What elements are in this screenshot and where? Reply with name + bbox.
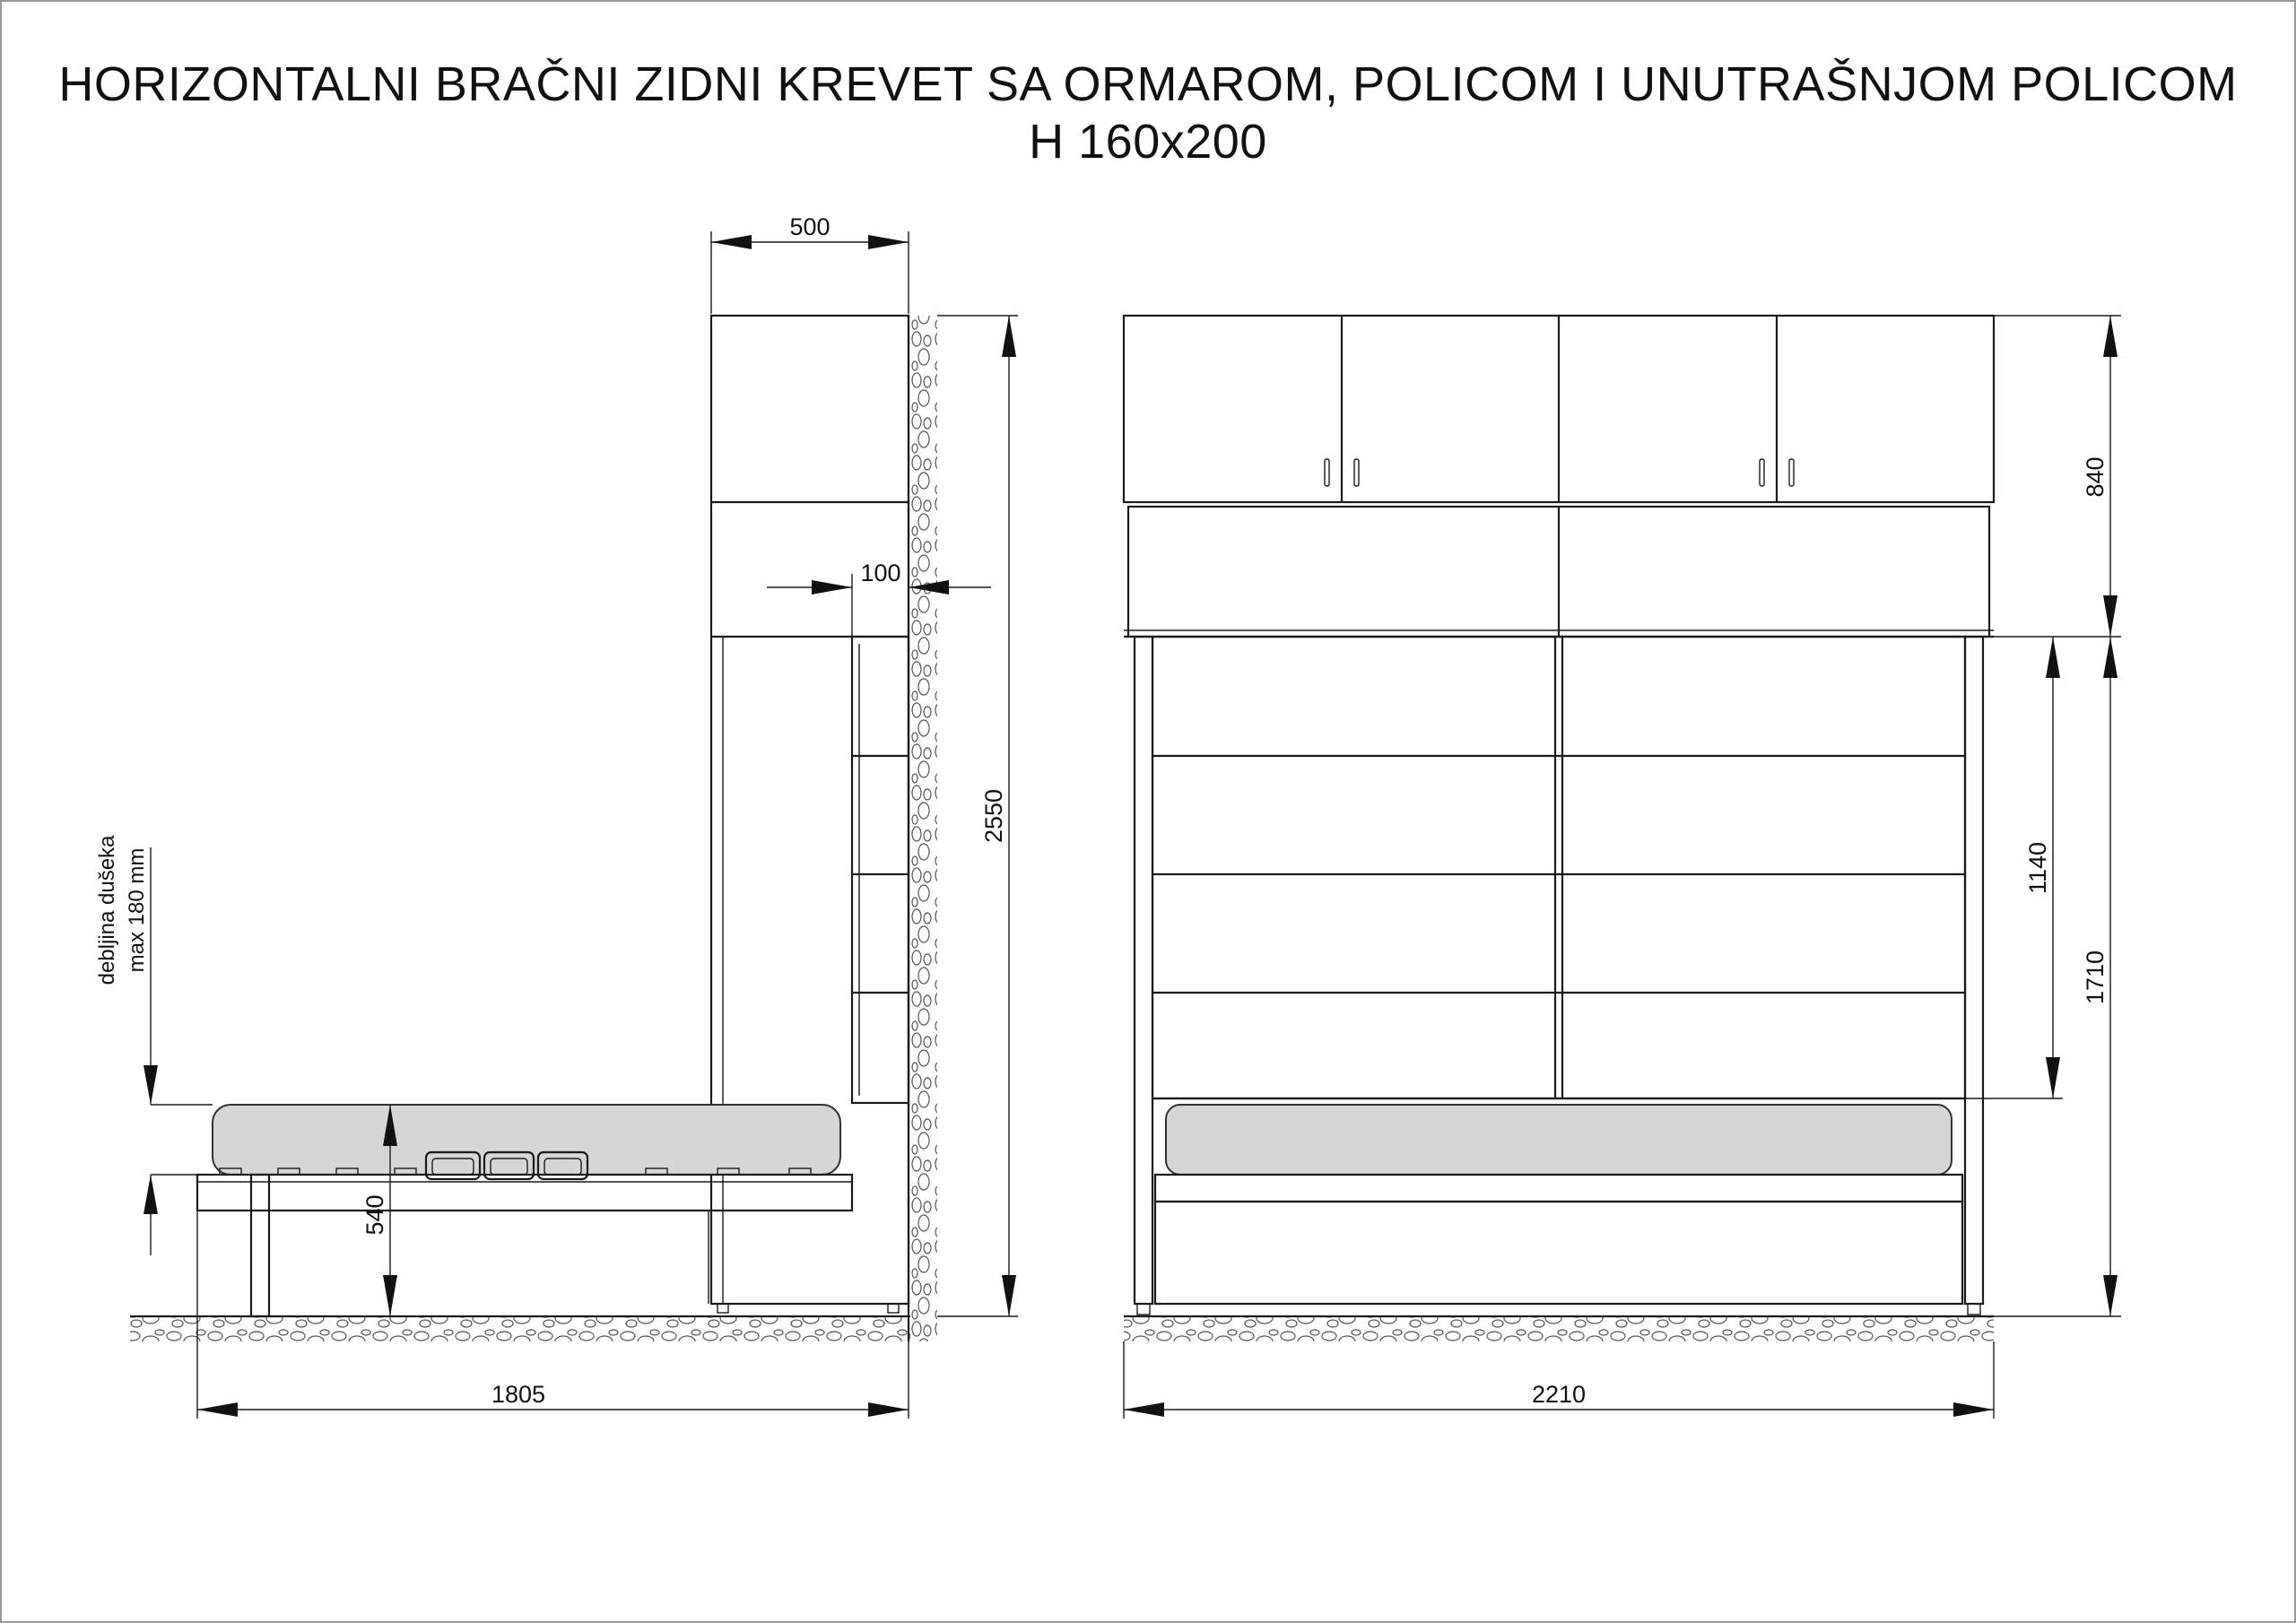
dim-2210-arrow-left [1124,1402,1164,1417]
dim-1805-arrow-right [868,1402,909,1417]
dim-2550-arrow-top [1002,316,1016,357]
front-bed-head [1155,1175,1962,1202]
front-foot-left [1137,1304,1150,1315]
note-arrow-bottom [144,1175,158,1214]
interior-shelf-unit [852,637,909,1103]
dim-540-label: 540 [361,1194,388,1236]
dim-1140-label: 1140 [2024,841,2051,895]
dim-840-label: 840 [2082,456,2109,498]
dim-540-arrow-bottom [383,1275,397,1316]
dim-2550-arrow-bottom [1002,1275,1016,1316]
dim-1805-arrow-left [197,1402,238,1417]
front-foot-right [1968,1304,1980,1315]
side-view [95,213,1018,1419]
dim-100-arrow-left [812,580,852,595]
dim-1805-label: 1805 [491,1381,546,1408]
dim-1710-arrow-bottom [2103,1275,2118,1316]
note-arrow-top [144,1065,158,1105]
sheet-border [1,1,2295,1622]
dim-1140-arrow-bottom [2046,1057,2060,1098]
front-shelving [1152,637,1965,1098]
dim-840-arrow-top [2103,316,2118,357]
dim-1710-arrow-top [2103,637,2118,678]
dim-2550-label: 2550 [980,788,1007,844]
side-bed-leg [251,1175,269,1316]
title-line-1: HORIZONTALNI BRAČNI ZIDNI KREVET SA ORMAROM, POLICOM I UNUTRAŠNJOM POLICOM [58,57,2238,111]
side-foot-2 [888,1304,899,1313]
dim-2210-arrow-right [1953,1402,1994,1417]
dim-1710-label: 1710 [2082,950,2109,1005]
dim-1140-arrow-top [2046,637,2060,678]
front-side-left [1135,637,1152,1304]
dim-2210-label: 2210 [1531,1381,1587,1408]
front-mattress [1166,1105,1952,1175]
dim-500-label: 500 [789,213,831,240]
dim-100-label: 100 [860,560,901,586]
side-foot-1 [718,1304,728,1313]
front-view [1124,316,2121,1419]
dim-840-arrow-bottom [2103,595,2118,637]
front-side-right [1965,637,1983,1304]
wall-hatch [910,316,937,1341]
title-line-2: H 160x200 [1029,115,1267,169]
side-mattress [213,1105,840,1175]
floor-hatch-side [130,1316,910,1341]
dim-500-arrow-right [868,235,909,249]
front-bed-base [1155,1202,1962,1304]
floor-hatch-front [1124,1316,1994,1341]
mattress-note-line2: max 180 mm [125,847,149,973]
mattress-note-line1: debljina dušeka [95,835,119,985]
dim-500-arrow-left [711,235,752,249]
